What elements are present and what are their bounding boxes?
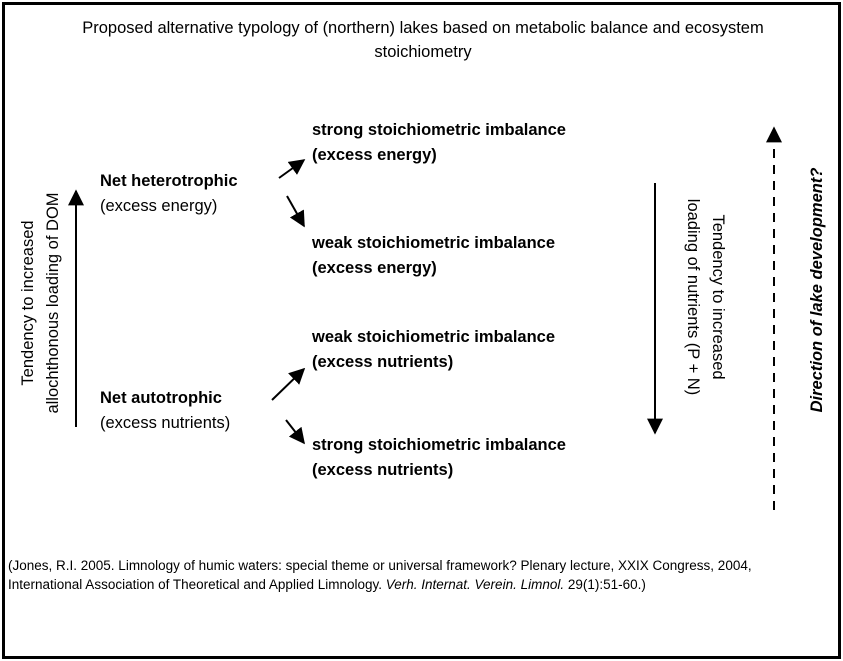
net-heterotrophic-sublabel: (excess energy) xyxy=(100,197,218,215)
reference-volume: 29(1):51-60.) xyxy=(564,577,646,592)
reference-citation xyxy=(8,556,808,594)
reference-journal: Verh. Internat. Verein. Limnol. xyxy=(385,577,565,592)
net-autotrophic-sublabel: (excess nutrients) xyxy=(100,414,231,432)
strong-imbalance-energy-sublabel: (excess energy) xyxy=(312,146,437,164)
dom-axis-line-2: allochthonous loading of DOM xyxy=(44,192,62,414)
weak-imbalance-nutrients-label: weak stoichiometric imbalance xyxy=(312,328,556,346)
weak-imbalance-nutrients-sublabel: (excess nutrients) xyxy=(312,353,454,371)
nutrient-axis-line-2: loading of nutrients (P + N) xyxy=(684,198,702,396)
title-line-1: Proposed alternative typology of (northern) lakes based on metabolic balance and ecosystem xyxy=(82,19,764,37)
heterotrophic-to-strong-arrow xyxy=(279,160,304,178)
title-line-2: stoichiometry xyxy=(374,43,472,61)
strong-imbalance-nutrients-label: strong stoichiometric imbalance xyxy=(312,436,566,454)
lake-development-direction-text: Direction of lake development? xyxy=(808,167,826,413)
net-heterotrophic-label: Net heterotrophic xyxy=(100,172,238,190)
dom-axis-line-1: Tendency to increased xyxy=(19,220,37,386)
heterotrophic-to-weak-arrow xyxy=(287,196,304,226)
nutrient-axis-line-1: Tendency to increased xyxy=(709,214,727,380)
strong-imbalance-energy-label: strong stoichiometric imbalance xyxy=(312,121,566,139)
strong-imbalance-nutrients-sublabel: (excess nutrients) xyxy=(312,461,454,479)
net-autotrophic-label: Net autotrophic xyxy=(100,389,222,407)
weak-imbalance-energy-label: weak stoichiometric imbalance xyxy=(312,234,556,252)
reference-text: (Jones, R.I. 2005. Limnology of humic waters: special theme or universal framework? Plenary lecture, XXIX Congress, 2004, International Association of Theoretical and Applied Limnology. xyxy=(8,558,752,592)
autotrophic-to-strong-arrow xyxy=(286,420,304,443)
autotrophic-to-weak-arrow xyxy=(272,369,304,400)
weak-imbalance-energy-sublabel: (excess energy) xyxy=(312,259,437,277)
